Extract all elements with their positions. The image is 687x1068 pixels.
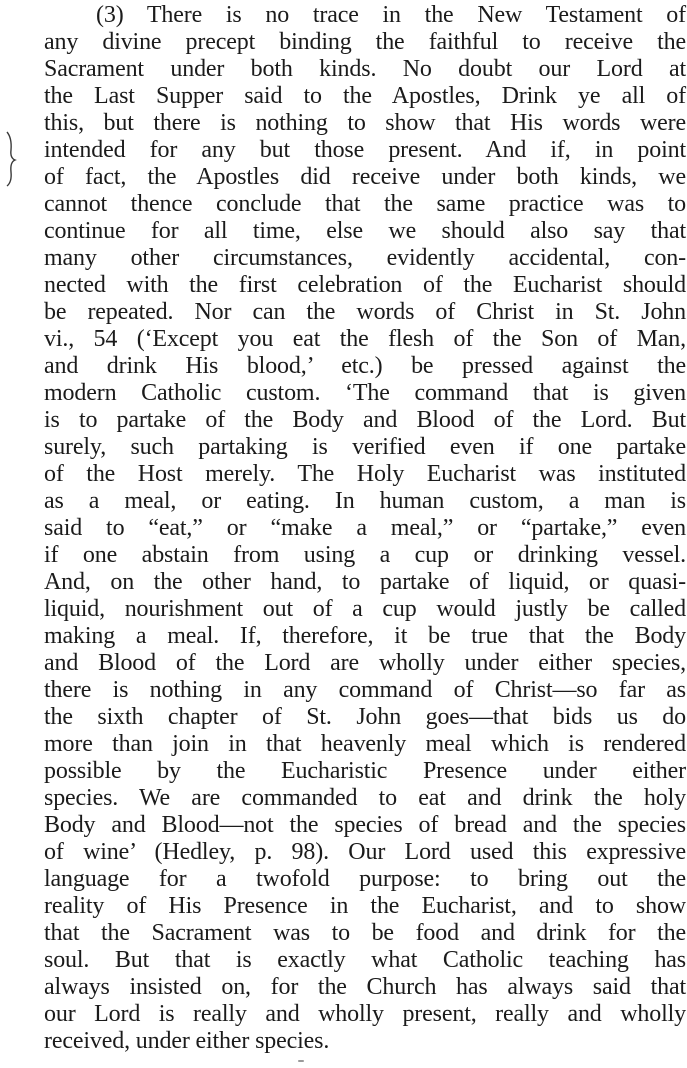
text-line: more than join in that heavenly meal which is rendered bbox=[44, 731, 686, 757]
text-line: cannot thence conclude that the same practice was to bbox=[44, 191, 686, 217]
text-line: species. We are commanded to eat and drink the holy bbox=[44, 785, 686, 811]
text-line: reality of His Presence in the Eucharist, and to show bbox=[44, 893, 686, 919]
margin-bracket-mark bbox=[4, 128, 18, 188]
text-line: modern Catholic custom. ‘The command that is given bbox=[44, 380, 686, 406]
text-line: Body and Blood—not the species of bread and the species bbox=[44, 812, 686, 838]
text-line: said to “eat,” or “make a meal,” or “partake,” even bbox=[44, 515, 686, 541]
text-line: surely, such partaking is verified even if one partake bbox=[44, 434, 686, 460]
text-line: intended for any but those present. And if, in point bbox=[44, 137, 686, 163]
text-line: and Blood of the Lord are wholly under either species, bbox=[44, 650, 686, 676]
text-line: of the Host merely. The Holy Eucharist was instituted bbox=[44, 461, 686, 487]
text-line: of fact, the Apostles did receive under both kinds, we bbox=[44, 164, 686, 190]
text-line: possible by the Eucharistic Presence under either bbox=[44, 758, 686, 784]
text-line: always insisted on, for the Church has always said that bbox=[44, 974, 686, 1000]
text-line: (3) There is no trace in the New Testament of bbox=[96, 2, 686, 28]
text-line: received, under either species. bbox=[44, 1028, 330, 1054]
text-line: liquid, nourishment out of a cup would justly be called bbox=[44, 596, 686, 622]
text-line: continue for all time, else we should also say that bbox=[44, 218, 686, 244]
text-line: of wine’ (Hedley, p. 98). Our Lord used this expressive bbox=[44, 839, 686, 865]
text-line: And, on the other hand, to partake of liquid, or quasi- bbox=[44, 569, 686, 595]
text-line: the sixth chapter of St. John goes—that bids us do bbox=[44, 704, 686, 730]
text-line: that the Sacrament was to be food and drink for the bbox=[44, 920, 686, 946]
text-line: is to partake of the Body and Blood of the Lord. But bbox=[44, 407, 686, 433]
text-line: any divine precept binding the faithful to receive the bbox=[44, 29, 686, 55]
text-line: there is nothing in any command of Christ—so far as bbox=[44, 677, 686, 703]
paragraph-body bbox=[44, 2, 686, 1055]
text-line: this, but there is nothing to show that His words were bbox=[44, 110, 686, 136]
text-line: be repeated. Nor can the words of Christ in St. John bbox=[44, 299, 686, 325]
text-line: nected with the first celebration of the Eucharist should bbox=[44, 272, 686, 298]
text-line: making a meal. If, therefore, it be true that the Body bbox=[44, 623, 686, 649]
text-line: if one abstain from using a cup or drinking vessel. bbox=[44, 542, 686, 568]
text-line: language for a twofold purpose: to bring out the bbox=[44, 866, 686, 892]
text-line: and drink His blood,’ etc.) be pressed against the bbox=[44, 353, 686, 379]
print-speck bbox=[298, 1060, 304, 1062]
text-line: vi., 54 (‘Except you eat the flesh of the Son of Man, bbox=[44, 326, 686, 352]
text-line: Sacrament under both kinds. No doubt our Lord at bbox=[44, 56, 686, 82]
text-line: many other circumstances, evidently accidental, con- bbox=[44, 245, 686, 271]
text-line: the Last Supper said to the Apostles, Drink ye all of bbox=[44, 83, 686, 109]
text-line: our Lord is really and wholly present, really and wholly bbox=[44, 1001, 686, 1027]
text-line: as a meal, or eating. In human custom, a man is bbox=[44, 488, 686, 514]
text-line: soul. But that is exactly what Catholic teaching has bbox=[44, 947, 686, 973]
